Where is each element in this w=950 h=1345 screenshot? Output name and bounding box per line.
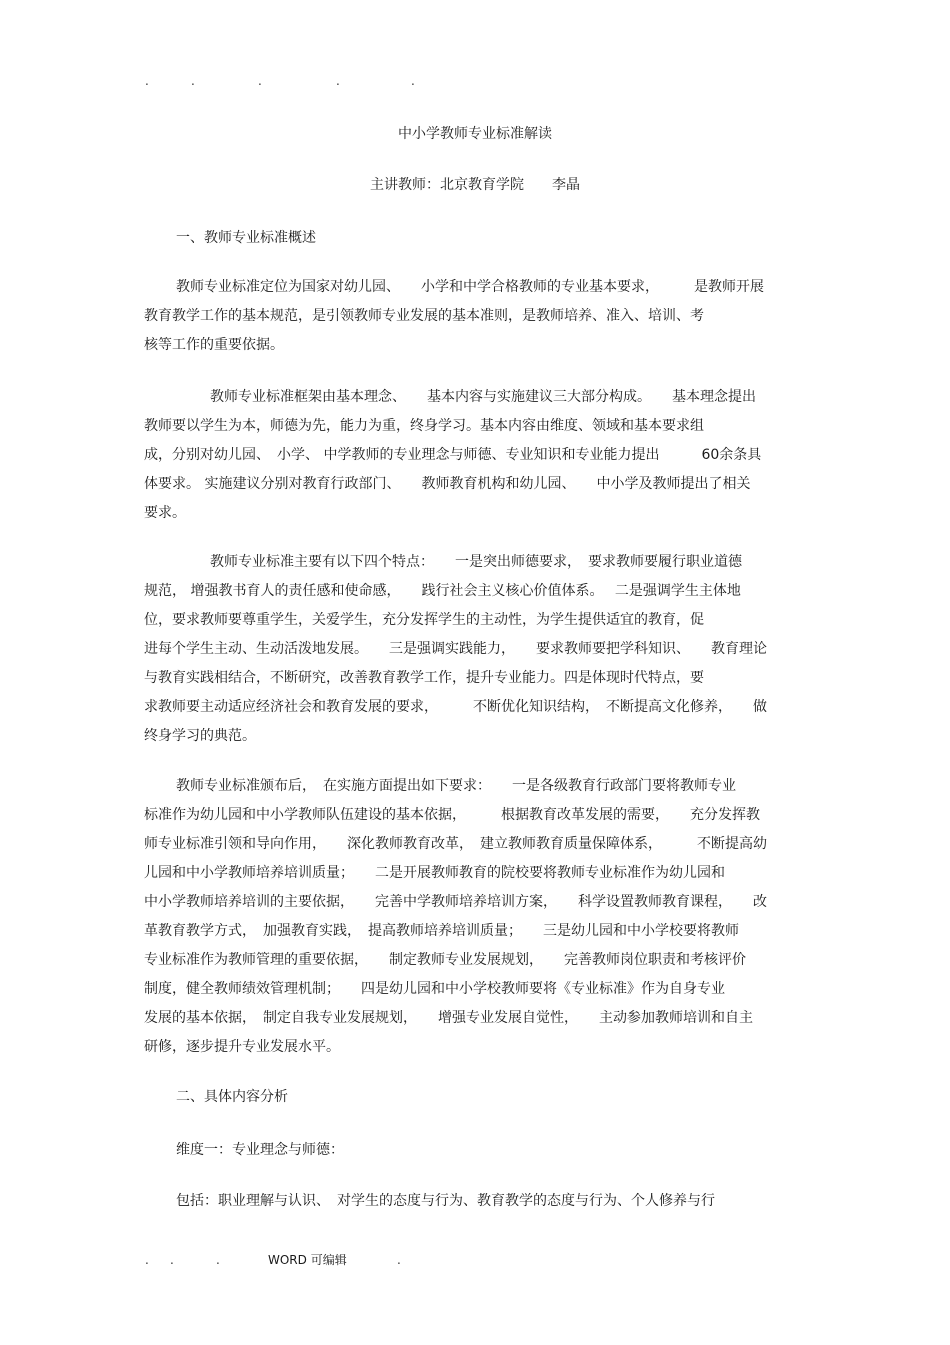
paragraph-line: 与教育实践相结合，不断研究，改善教育教学工作，提升专业能力。四是体现时代特点，要 [144,670,704,686]
header-dot: . [145,74,149,88]
paragraph-line: 教师专业标准颁布后， 在实施方面提出如下要求： 一是各级教育行政部门要将教师专业 [176,778,736,794]
paragraph-line: 教师专业标准框架由基本理念、 基本内容与实施建议三大部分构成。 基本理念提出 [210,389,756,405]
footer-dot: . [145,1253,149,1267]
paragraph-line: 教师要以学生为本，师德为先，能力为重，终身学习。基本内容由维度、领域和基本要求组 [144,418,704,434]
paragraph-line: 求教师要主动适应经济社会和教育发展的要求， 不断优化知识结构， 不断提高文化修养， 做 [144,699,767,715]
document-subtitle: 主讲教师：北京教育学院 李晶 [370,177,580,193]
paragraph-line: 规范， 增强教书育人的责任感和使命感， 践行社会主义核心价值体系。 二是强调学生主体地 [144,583,741,599]
header-dot: . [336,74,340,88]
header-dot: . [191,74,195,88]
paragraph-line: 儿园和中小学教师培养培训质量； 二是开展教师教育的院校要将教师专业标准作为幼儿园和 [144,865,725,881]
paragraph-line: 发展的基本依据， 制定自我专业发展规划， 增强专业发展自觉性， 主动参加教师培训和自主 [144,1010,753,1026]
paragraph-line: 教师专业标准定位为国家对幼儿园、 小学和中学合格教师的专业基本要求， 是教师开展 [176,279,764,295]
footer-dot: . [397,1253,401,1267]
paragraph-line: 体要求。 实施建议分别对教育行政部门、 教师教育机构和幼儿园、 中小学及教师提出了相关 [144,476,751,492]
header-dot: . [411,74,415,88]
document-title: 中小学教师专业标准解读 [398,126,552,142]
paragraph-line: 教师专业标准主要有以下四个特点： 一是突出师德要求， 要求教师要履行职业道德 [210,554,742,570]
paragraph-line: 中小学教师培养培训的主要依据， 完善中学教师培养培训方案， 科学设置教师教育课程， 改 [144,894,767,910]
footer-dot: . [216,1253,220,1267]
footer-dot: . [170,1253,174,1267]
paragraph-line: 核等工作的重要依据。 [144,337,284,353]
paragraph-line: 师专业标准引领和导向作用， 深化教师教育改革， 建立教师教育质量保障体系， 不断提高幼 [144,836,767,852]
paragraph-line: 终身学习的典范。 [144,728,256,744]
paragraph-line: 教育教学工作的基本规范，是引领教师专业发展的基本准则，是教师培养、准入、培训、考 [144,308,704,324]
paragraph-line: 专业标准作为教师管理的重要依据， 制定教师专业发展规划， 完善教师岗位职责和考核评价 [144,952,746,968]
paragraph-line: 成，分别对幼儿园、 小学、 中学教师的专业理念与师德、专业知识和专业能力提出 60余条具 [144,447,762,463]
footer-word-label: WORD 可编辑 [268,1253,347,1267]
paragraph-line: 标准作为幼儿园和中小学教师队伍建设的基本依据， 根据教育改革发展的需要， 充分发挥教 [144,807,760,823]
paragraph-line: 进每个学生主动、生动活泼地发展。 三是强调实践能力， 要求教师要把学科知识、 教育理论 [144,641,767,657]
section-heading-overview: 一、教师专业标准概述 [176,230,316,246]
header-dots [0,74,950,90]
includes-line: 包括：职业理解与认识、 对学生的态度与行为、教育教学的态度与行为、个人修养与行 [176,1193,715,1209]
header-dot: . [258,74,262,88]
footer-dots [0,1253,950,1269]
paragraph-line: 制度，健全教师绩效管理机制； 四是幼儿园和中小学校教师要将《专业标准》作为自身专业 [144,981,725,997]
dimension-heading: 维度一：专业理念与师德： [176,1142,344,1158]
section-heading-content: 二、具体内容分析 [176,1089,288,1105]
paragraph-line: 研修，逐步提升专业发展水平。 [144,1039,340,1055]
paragraph-line: 位，要求教师要尊重学生，关爱学生，充分发挥学生的主动性，为学生提供适宜的教育，促 [144,612,704,628]
paragraph-line: 革教育教学方式， 加强教育实践， 提高教师培养培训质量； 三是幼儿园和中小学校要将教师 [144,923,739,939]
paragraph-line: 要求。 [144,505,186,521]
